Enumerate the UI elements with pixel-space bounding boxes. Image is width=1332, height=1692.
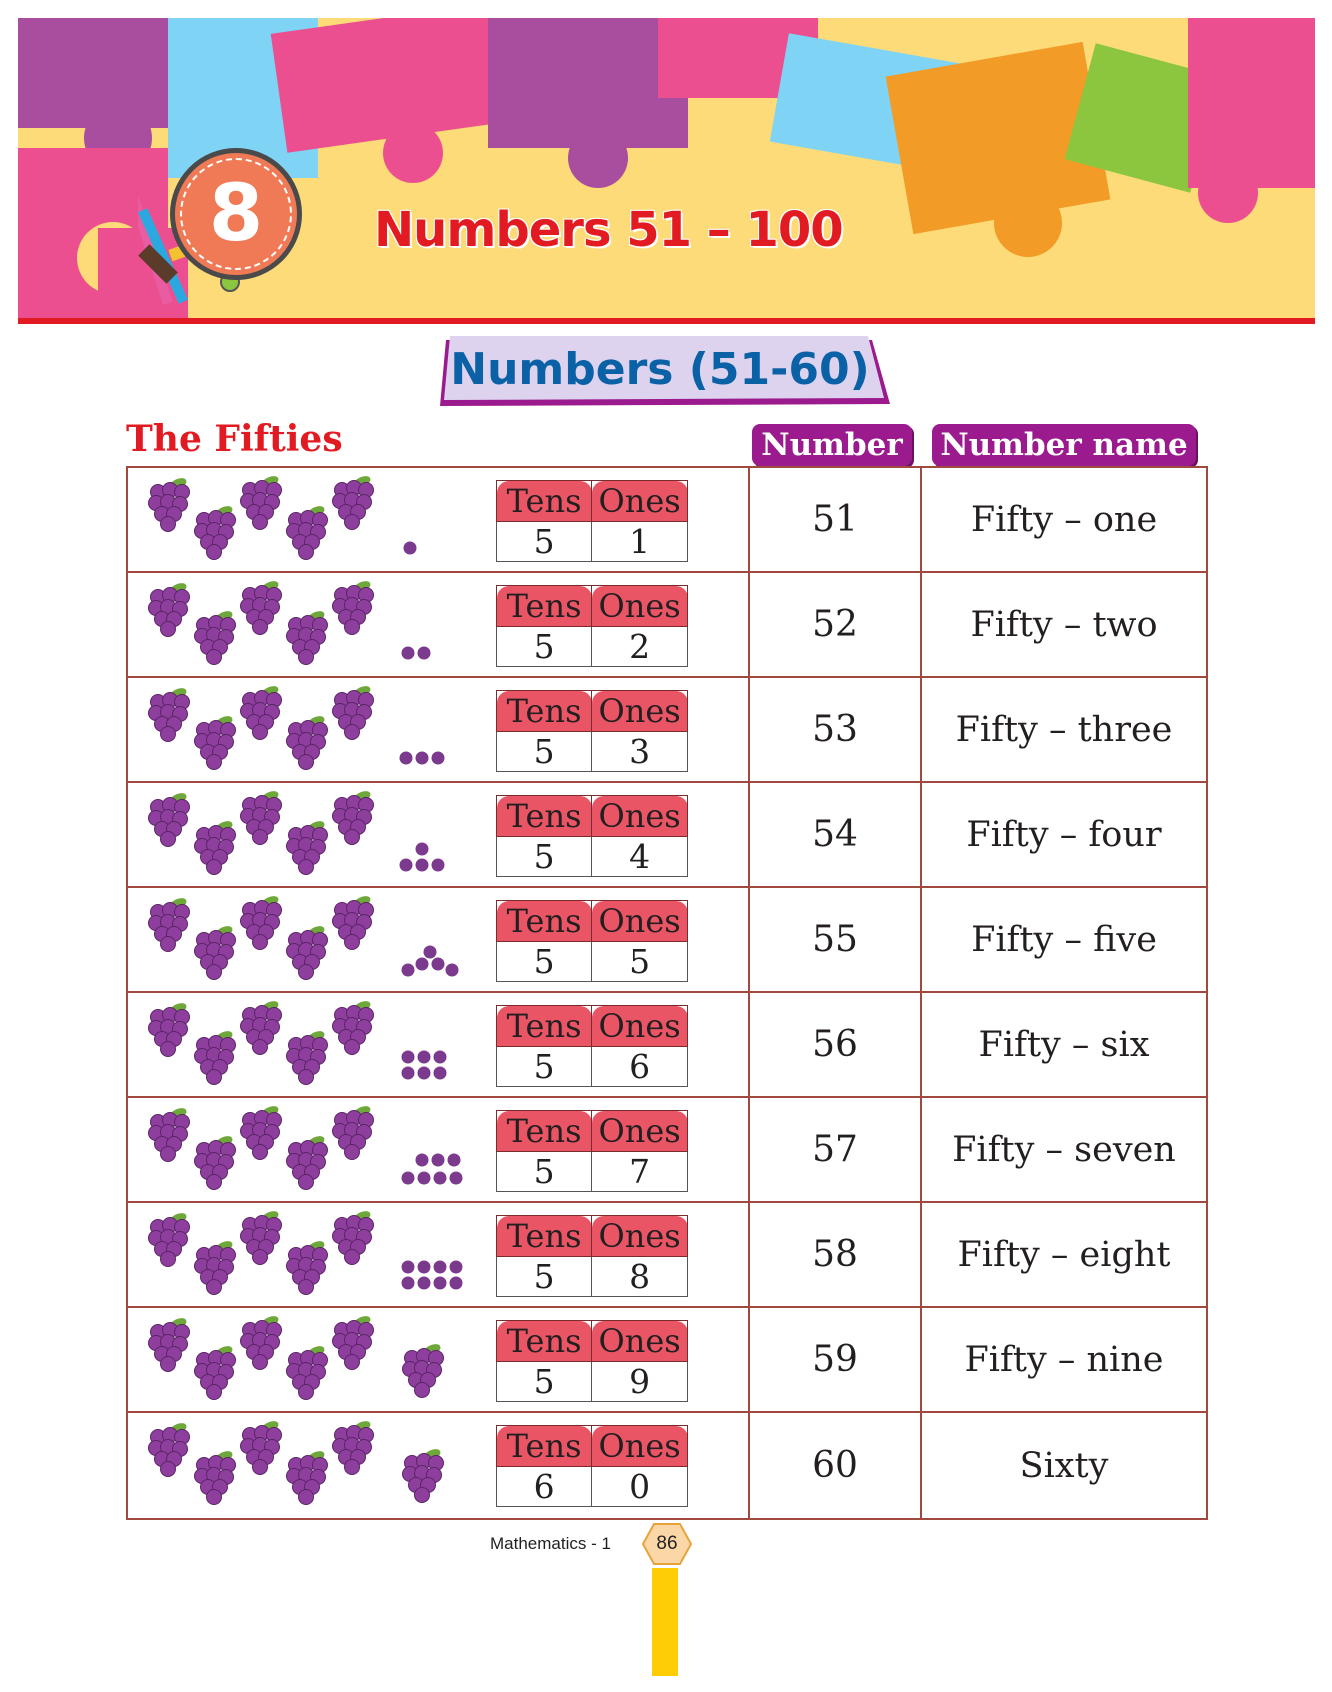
- grape-bunch-icon: [149, 476, 190, 532]
- pencil-decoration: [652, 1568, 678, 1676]
- table-row: [128, 468, 1206, 573]
- grape-bunch-icon: [287, 1239, 328, 1295]
- grape-bunch-icon: [241, 579, 282, 635]
- tens-grapes: [134, 684, 374, 776]
- tens-grapes: [134, 1209, 374, 1301]
- number-name-cell: Fifty – one: [970, 499, 1158, 540]
- grape-bunch-icon: [287, 1134, 328, 1190]
- grape-bunch-icon: [333, 789, 374, 845]
- ones-value: 3: [592, 732, 688, 772]
- table-row: [128, 1098, 1206, 1203]
- number-cell: 57: [750, 1098, 922, 1201]
- ones-dot: [402, 1277, 415, 1290]
- tens-label: Tens: [497, 796, 592, 837]
- ones-dot: [432, 859, 445, 872]
- ones-representation: [398, 1128, 478, 1198]
- ones-label: Ones: [592, 586, 688, 627]
- ones-dot: [434, 1172, 447, 1185]
- ones-dot: [432, 1154, 445, 1167]
- tens-grapes: [134, 474, 374, 566]
- place-value-table: [496, 1425, 688, 1507]
- grape-bunch-icon: [241, 1104, 282, 1160]
- tens-value: 5: [497, 1152, 592, 1192]
- ones-representation: [398, 603, 478, 673]
- banner-divider: [18, 318, 1315, 324]
- ones-representation: [398, 918, 478, 988]
- grape-bunch-icon: [195, 1134, 236, 1190]
- ones-representation: [398, 1443, 478, 1513]
- ones-dot: [402, 1261, 415, 1274]
- ones-representation: [398, 498, 478, 568]
- grape-bunch-icon: [195, 1449, 236, 1505]
- ones-representation: [398, 1023, 478, 1093]
- table-row: [128, 1413, 1206, 1518]
- tens-value: 6: [497, 1467, 592, 1507]
- ones-dot: [402, 1067, 415, 1080]
- tens-grapes: [134, 579, 374, 671]
- ones-dot: [416, 1154, 429, 1167]
- tens-value: 5: [497, 627, 592, 667]
- ones-value: 5: [592, 942, 688, 982]
- number-cell: 59: [750, 1308, 922, 1411]
- ones-label: Ones: [592, 1426, 688, 1467]
- place-value-table: [496, 795, 688, 877]
- picture-cell: [128, 468, 750, 571]
- ones-value: 2: [592, 627, 688, 667]
- grape-bunch-icon: [241, 1419, 282, 1475]
- tens-value: 5: [497, 1257, 592, 1297]
- grape-bunch-icon: [195, 924, 236, 980]
- ones-dot: [418, 1277, 431, 1290]
- ones-representation: [398, 813, 478, 883]
- ones-label: Ones: [592, 1111, 688, 1152]
- ones-dot: [450, 1261, 463, 1274]
- grape-bunch-icon: [241, 474, 282, 530]
- ones-value: 1: [592, 522, 688, 562]
- ones-dot: [416, 958, 429, 971]
- ones-dot: [424, 946, 437, 959]
- grape-bunch-icon: [287, 924, 328, 980]
- tens-label: Tens: [497, 586, 592, 627]
- grape-bunch-icon: [149, 791, 190, 847]
- ones-dot: [418, 1261, 431, 1274]
- ones-dot: [400, 859, 413, 872]
- tens-label: Tens: [497, 1111, 592, 1152]
- ones-dot: [402, 964, 415, 977]
- place-value-table: [496, 480, 688, 562]
- grape-bunch-icon: [287, 714, 328, 770]
- tens-label: Tens: [497, 1426, 592, 1467]
- tens-grapes: [134, 999, 374, 1091]
- table-row: [128, 993, 1206, 1098]
- grape-bunch-icon: [149, 1316, 190, 1372]
- tens-grapes: [134, 1419, 374, 1511]
- tens-value: 5: [497, 942, 592, 982]
- grape-bunch-icon: [195, 1029, 236, 1085]
- number-cell: 53: [750, 678, 922, 781]
- ones-dot: [402, 1172, 415, 1185]
- ones-dot: [418, 1051, 431, 1064]
- tens-value: 5: [497, 1362, 592, 1402]
- ones-representation: [398, 1233, 478, 1303]
- grape-bunch-icon: [333, 1104, 374, 1160]
- tens-grapes: [134, 789, 374, 881]
- grape-bunch-icon: [287, 609, 328, 665]
- ones-label: Ones: [592, 691, 688, 732]
- grape-bunch-icon: [403, 1342, 444, 1398]
- table-row: [128, 573, 1206, 678]
- grape-bunch-icon: [149, 1421, 190, 1477]
- ones-dot: [450, 1277, 463, 1290]
- ones-dot: [434, 1277, 447, 1290]
- grape-bunch-icon: [241, 1314, 282, 1370]
- tens-label: Tens: [497, 1321, 592, 1362]
- grape-bunch-icon: [287, 1344, 328, 1400]
- number-name-cell: Fifty – six: [978, 1024, 1150, 1065]
- ones-label: Ones: [592, 1216, 688, 1257]
- number-cell: 52: [750, 573, 922, 676]
- number-name-cell: Fifty – seven: [952, 1129, 1176, 1170]
- grape-bunch-icon: [149, 1001, 190, 1057]
- picture-cell: [128, 573, 750, 676]
- chapter-title: Numbers 51 – 100: [374, 202, 843, 258]
- ones-label: Ones: [592, 481, 688, 522]
- ones-dot: [402, 647, 415, 660]
- ones-value: 7: [592, 1152, 688, 1192]
- ones-value: 6: [592, 1047, 688, 1087]
- table-row: [128, 1308, 1206, 1413]
- ones-label: Ones: [592, 796, 688, 837]
- ones-dot: [404, 542, 417, 555]
- ones-dot: [432, 958, 445, 971]
- ones-dot: [434, 1261, 447, 1274]
- number-cell: 55: [750, 888, 922, 991]
- grape-bunch-icon: [149, 1106, 190, 1162]
- grape-bunch-icon: [195, 504, 236, 560]
- grape-bunch-icon: [333, 684, 374, 740]
- picture-cell: [128, 1098, 750, 1201]
- grape-bunch-icon: [333, 894, 374, 950]
- ones-representation: [398, 708, 478, 778]
- number-cell: 51: [750, 468, 922, 571]
- grape-bunch-icon: [333, 1314, 374, 1370]
- section-title: Numbers (51-60): [450, 344, 870, 395]
- tens-value: 5: [497, 522, 592, 562]
- chapter-number: 8: [208, 169, 264, 259]
- tens-label: Tens: [497, 481, 592, 522]
- ones-dot: [400, 752, 413, 765]
- tens-grapes: [134, 894, 374, 986]
- ones-dot: [402, 1051, 415, 1064]
- grape-bunch-icon: [149, 1211, 190, 1267]
- ones-dot: [418, 1172, 431, 1185]
- place-value-table: [496, 1320, 688, 1402]
- grape-bunch-icon: [287, 504, 328, 560]
- ones-label: Ones: [592, 901, 688, 942]
- chapter-number-badge: [170, 148, 302, 280]
- number-cell: 56: [750, 993, 922, 1096]
- grape-bunch-icon: [149, 686, 190, 742]
- ones-value: 8: [592, 1257, 688, 1297]
- grape-bunch-icon: [333, 579, 374, 635]
- number-name-cell: Fifty – three: [955, 709, 1173, 750]
- picture-cell: [128, 1413, 750, 1518]
- tens-label: Tens: [497, 691, 592, 732]
- ones-dot: [446, 964, 459, 977]
- ones-dot: [418, 647, 431, 660]
- tens-value: 5: [497, 732, 592, 772]
- picture-cell: [128, 1308, 750, 1411]
- table-row: [128, 1203, 1206, 1308]
- place-value-table: [496, 1215, 688, 1297]
- tens-label: Tens: [497, 1006, 592, 1047]
- number-name-cell: Fifty – eight: [957, 1234, 1171, 1275]
- grape-bunch-icon: [241, 1209, 282, 1265]
- grape-bunch-icon: [241, 894, 282, 950]
- grape-bunch-icon: [333, 474, 374, 530]
- tens-value: 5: [497, 837, 592, 877]
- tens-grapes: [134, 1104, 374, 1196]
- number-name-cell: Fifty – two: [970, 604, 1158, 645]
- ones-dot: [416, 859, 429, 872]
- grape-bunch-icon: [333, 1209, 374, 1265]
- number-name-cell: Fifty – four: [966, 814, 1162, 855]
- ones-dot: [450, 1172, 463, 1185]
- place-value-table: [496, 900, 688, 982]
- ones-dot: [416, 843, 429, 856]
- grape-bunch-icon: [195, 1239, 236, 1295]
- place-value-table: [496, 1110, 688, 1192]
- ones-value: 0: [592, 1467, 688, 1507]
- picture-cell: [128, 1203, 750, 1306]
- number-cell: 58: [750, 1203, 922, 1306]
- grape-bunch-icon: [241, 999, 282, 1055]
- grape-bunch-icon: [149, 581, 190, 637]
- ones-dot: [432, 752, 445, 765]
- ones-dot: [434, 1067, 447, 1080]
- column-header-number: Number: [752, 424, 912, 466]
- grape-bunch-icon: [241, 789, 282, 845]
- ones-dot: [416, 752, 429, 765]
- page-number: 86: [656, 1533, 678, 1554]
- table-row: [128, 888, 1206, 993]
- grape-bunch-icon: [333, 999, 374, 1055]
- column-header-number-name: Number name: [932, 424, 1196, 466]
- grape-bunch-icon: [287, 1449, 328, 1505]
- number-cell: 54: [750, 783, 922, 886]
- ones-label: Ones: [592, 1006, 688, 1047]
- table-row: [128, 783, 1206, 888]
- ones-value: 4: [592, 837, 688, 877]
- grape-bunch-icon: [149, 896, 190, 952]
- number-name-cell: Fifty – five: [971, 919, 1157, 960]
- grape-bunch-icon: [287, 1029, 328, 1085]
- picture-cell: [128, 678, 750, 781]
- grape-bunch-icon: [195, 714, 236, 770]
- ones-value: 9: [592, 1362, 688, 1402]
- ones-dot: [448, 1154, 461, 1167]
- tens-value: 5: [497, 1047, 592, 1087]
- ones-dot: [418, 1067, 431, 1080]
- number-name-cell: Fifty – nine: [964, 1339, 1164, 1380]
- place-value-table: [496, 1005, 688, 1087]
- number-name-cell: Sixty: [1019, 1445, 1109, 1486]
- footer-subject: Mathematics - 1: [490, 1534, 611, 1553]
- grape-bunch-icon: [195, 609, 236, 665]
- table-row: [128, 678, 1206, 783]
- number-cell: 60: [750, 1413, 922, 1518]
- grape-bunch-icon: [287, 819, 328, 875]
- tens-grapes: [134, 1314, 374, 1406]
- grape-bunch-icon: [333, 1419, 374, 1475]
- grape-bunch-icon: [403, 1447, 444, 1503]
- grape-bunch-icon: [241, 684, 282, 740]
- grape-bunch-icon: [195, 1344, 236, 1400]
- ones-representation: [398, 1338, 478, 1408]
- numbers-table: [126, 466, 1208, 1520]
- ones-label: Ones: [592, 1321, 688, 1362]
- picture-cell: [128, 888, 750, 991]
- tens-label: Tens: [497, 1216, 592, 1257]
- picture-cell: [128, 993, 750, 1096]
- tens-label: Tens: [497, 901, 592, 942]
- grape-bunch-icon: [195, 819, 236, 875]
- picture-cell: [128, 783, 750, 886]
- place-value-table: [496, 585, 688, 667]
- subheading: The Fifties: [126, 418, 343, 460]
- place-value-table: [496, 690, 688, 772]
- ones-dot: [434, 1051, 447, 1064]
